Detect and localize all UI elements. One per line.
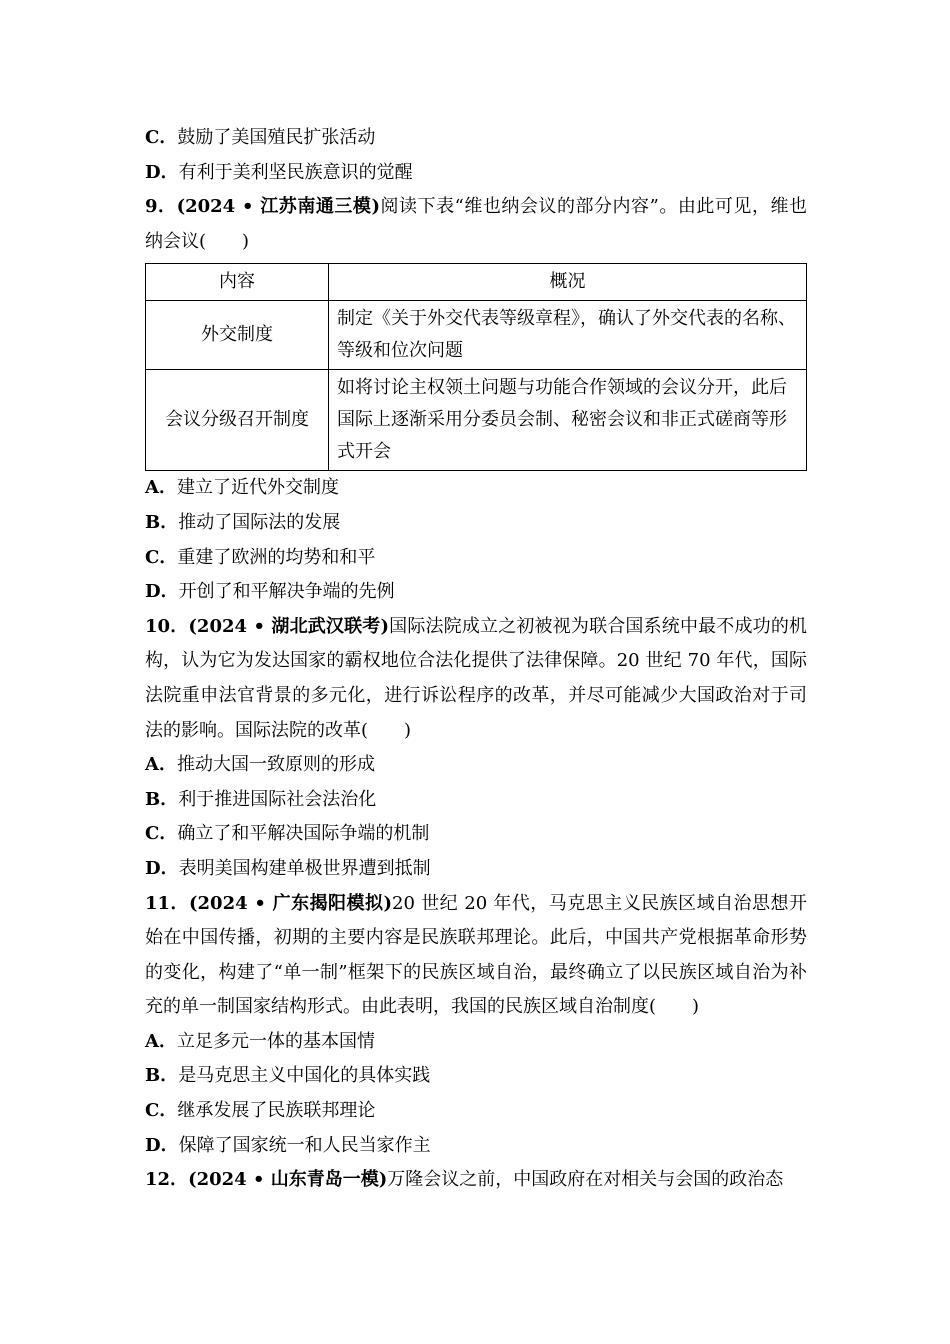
table-cell-desc: 制定《关于外交代表等级章程》，确认了外交代表的名称、等级和位次问题 xyxy=(329,301,807,370)
table-header-row xyxy=(146,264,807,301)
q9-table xyxy=(145,263,807,471)
q11-option-a: A．立足多元一体的基本国情 xyxy=(145,1030,375,1052)
q9-stem: 9．(2024 • 江苏南通三模)阅读下表“维也纳会议的部分内容”。由此可见，维也纳会议( ) xyxy=(145,196,807,252)
q11-stem: 11．(2024 • 广东揭阳模拟)20 世纪 20 年代，马克思主义民族区域自治思想开始在中国传播，初期的主要内容是民族联邦理论。此后，中国共产党根据革命形势的变化，构建了“单一制”框架下的民族区域自治，最终确立了以民族区域自治为补充的单一制国家结构形式。由此表明，我国的民族区域自治制度( ) xyxy=(145,892,807,1018)
table-row xyxy=(146,301,807,370)
q10-option-a: A．推动大国一致原则的形成 xyxy=(145,754,375,776)
q10-stem: 10．(2024 • 湖北武汉联考)国际法院成立之初被视为联合国系统中最不成功的机构，认为它为发达国家的霸权地位合法化提供了法律保障。20 世纪 70 年代，国际法院重申法官背景的多元化，进行诉讼程序的改革，并尽可能减少大国政治对于司法的影响。国际法院的改革( ) xyxy=(145,615,808,741)
table-cell-name: 外交制度 xyxy=(146,301,329,370)
table-header-content: 内容 xyxy=(146,264,329,301)
q9-option-b: B．推动了国际法的发展 xyxy=(145,511,341,533)
q11-option-b: B．是马克思主义中国化的具体实践 xyxy=(145,1065,431,1087)
q11-option-d: D．保障了国家统一和人民当家作主 xyxy=(145,1134,431,1156)
q12-stem: 12．(2024 • 山东青岛一模)万隆会议之前，中国政府在对相关与会国的政治态 xyxy=(145,1169,784,1191)
q10-option-c: C．确立了和平解决国际争端的机制 xyxy=(145,823,430,845)
q10-option-b: B．利于推进国际社会法治化 xyxy=(145,788,377,810)
q9-option-c: C．重建了欧洲的均势和和平 xyxy=(145,546,376,568)
q10-option-d: D．表明美国构建单极世界遭到抵制 xyxy=(145,857,431,879)
q9-option-d: D．开创了和平解决争端的先例 xyxy=(145,581,395,603)
table-header-overview: 概况 xyxy=(329,264,807,301)
table-cell-desc: 如将讨论主权领土问题与功能合作领域的会议分开，此后国际上逐渐采用分委员会制、秘密会议和非正式磋商等形式开会 xyxy=(329,370,807,471)
q8-option-c: C．鼓励了美国殖民扩张活动 xyxy=(145,127,376,148)
table-row xyxy=(146,370,807,471)
document-page xyxy=(145,121,807,1198)
table-cell-name: 会议分级召开制度 xyxy=(146,370,329,471)
q8-option-d: D．有利于美利坚民族意识的觉醒 xyxy=(145,161,413,183)
q9-option-a: A．建立了近代外交制度 xyxy=(145,477,339,499)
q11-option-c: C．继承发展了民族联邦理论 xyxy=(145,1100,376,1122)
